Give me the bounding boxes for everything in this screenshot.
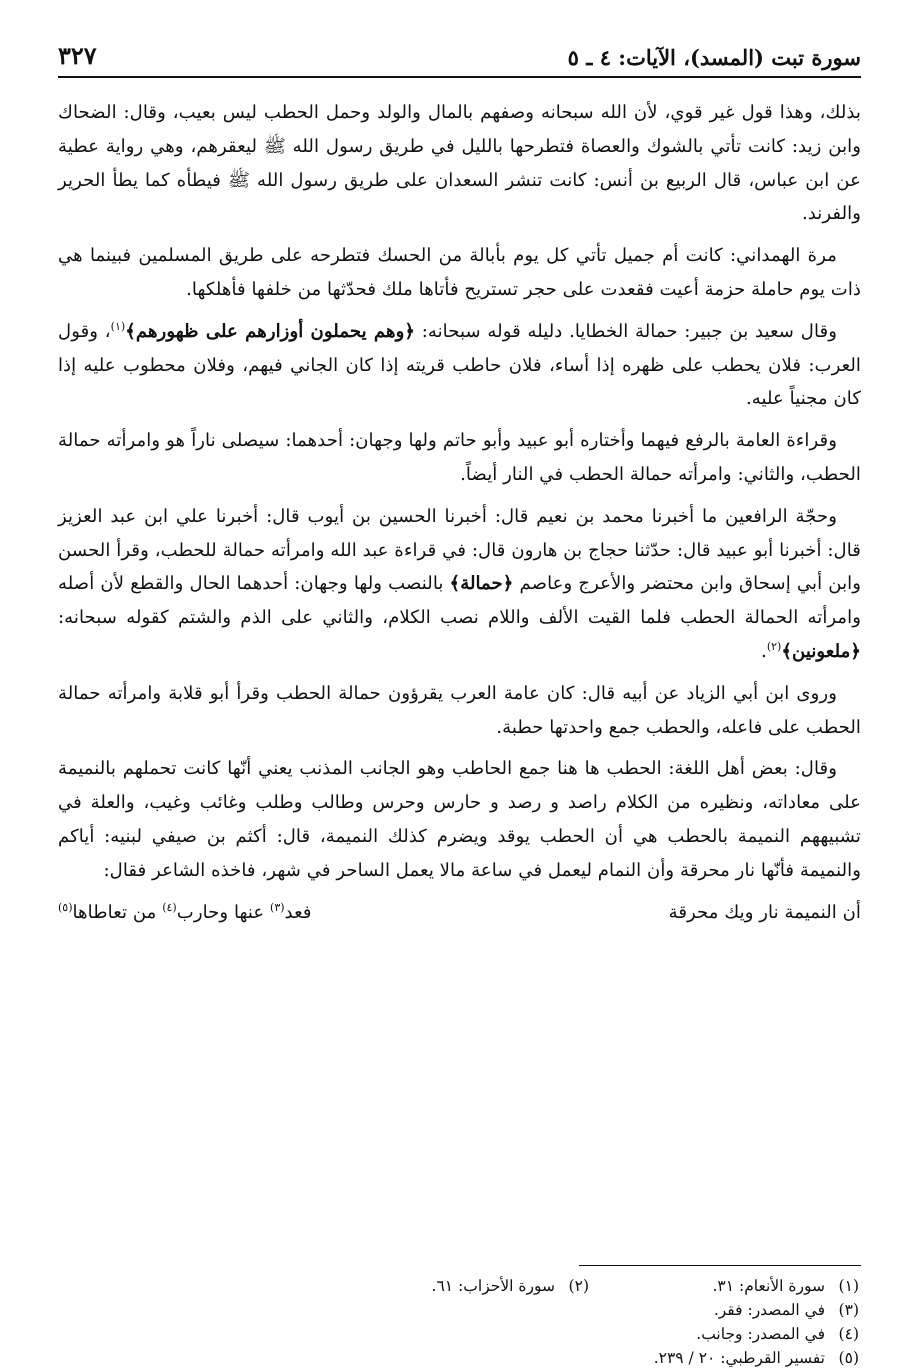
paragraph <box>58 315 861 416</box>
quran-quote: ﴿وهم يحملون أوزارهم على ظهورهم﴾ <box>125 320 416 342</box>
paragraph-text: وقال: بعض أهل اللغة: الحطب ها هنا جمع الحاطب وهو الجانب المذنب يعني أنّها كانت تحملهم بالنميمة على معاداته، ونظيره من الكلام راصد و رصد و حارس وحرس وطالب وطلب وغائب وغيب، والعلة في تشبيههم النميمة بالحطب هي أن الحطب يوقد ويضرم كذلك النميمة، قال: أكثم بن صيفي لبنيه: أياكم والنميمة فأنّها نار محرقة وأن النمام ليعمل في ساعة مالا يعمل الساحر في شهر، فاخذه الشاعر فقال: <box>58 758 861 881</box>
footnotes <box>58 1274 859 1370</box>
paragraph-text: وروى ابن أبي الزياد عن أبيه قال: كان عامة العرب يقرؤون حمالة الحطب وقرأ أبو قلابة وامرأته حمالة الحطب على فاعله، والحطب جمع واحدتها حطبة. <box>58 682 861 738</box>
footnote-text: تفسير القرطبي: ٢٠ / ٢٣٩. <box>653 1349 825 1367</box>
footnote-divider <box>579 1265 861 1266</box>
footnote-text: سورة الأنعام: ٣١. <box>712 1277 825 1295</box>
verse-second-hemistich <box>58 896 312 930</box>
footnote-ref[interactable]: (١) <box>110 319 126 333</box>
paragraph-text: بالنصب ولها وجهان: أحدهما الحال والقطع لأن أصله وامرأته الحمالة الحطب فلما القيت الألف واللام نصب الكلام، والثاني على الذم والشتم كقوله سبحانه: <box>58 573 861 629</box>
footnote-number: (٥) <box>838 1349 859 1367</box>
footnote-4 <box>589 1322 859 1346</box>
footnote-ref[interactable]: (٢) <box>766 639 782 653</box>
paragraph <box>58 677 861 745</box>
paragraph <box>58 424 861 492</box>
paragraph-text: بذلك، وهذا قول غير قوي، لأن الله سبحانه وصفهم بالمال والولد وحمل الحطب ليس بعيب، وقال: الضحاك وابن زيد: كانت تأتي بالشوك والعصاة فتطرحها بالليل في طريق رسول الله ﷺ ليعقرهم، وهي رواية عطية عن ابن عباس، قال الربيع بن أنس: كانت تنشر السعدان على طريق رسول الله ﷺ فيطأه كما يطأ الحرير والفرند. <box>58 102 861 225</box>
footnote-text: سورة الأحزاب: ٦١. <box>431 1277 555 1295</box>
footnote-number: (٤) <box>838 1325 859 1343</box>
footnote-3 <box>589 1298 859 1322</box>
paragraph-text: وقال سعيد بن جبير: حمالة الخطايا. دليله قوله سبحانه: <box>415 320 837 342</box>
footnote-row <box>58 1274 859 1298</box>
footnote-row <box>58 1346 859 1370</box>
quran-quote: ﴿ملعونين﴾ <box>781 640 861 662</box>
paragraph-text: . <box>761 640 767 662</box>
verse-text-part: من تعاطاها <box>72 901 163 923</box>
footnote-1 <box>589 1274 859 1298</box>
paragraph <box>58 239 861 307</box>
footnote-row <box>58 1298 859 1322</box>
verse-text-part: عنها وحارب <box>176 901 271 923</box>
main-text <box>58 96 861 930</box>
paragraph <box>58 752 861 887</box>
footnote-number: (٢) <box>568 1277 589 1295</box>
page-header <box>58 40 861 78</box>
paragraph-text: وحجّة الرافعين ما أخبرنا محمد بن نعيم قال: أخبرنا الحسين بن أيوب قال: أخبرنا علي ابن عبد العزيز قال: أخبرنا أبو عبيد قال: حدّثنا حجاج بن هارون قال: في قراءة عبد الله وامرأته حمالة للحطب، وقرأ الحسن وابن أبي إسحاق وابن محتضر والأعرج وعاصم <box>58 505 861 595</box>
footnote-2 <box>319 1274 589 1298</box>
footnote-text: في المصدر: فقر. <box>713 1301 825 1319</box>
running-title: سورة تبت (المسد)، الآيات: ٤ ـ ٥ <box>567 45 861 70</box>
footnote-ref[interactable]: (٤) <box>162 900 177 914</box>
footnote-text: في المصدر: وجانب. <box>696 1325 825 1343</box>
footnote-row <box>58 1322 859 1346</box>
footnote-number: (١) <box>838 1277 859 1295</box>
footnote-5 <box>589 1346 859 1370</box>
footnote-ref[interactable]: (٣) <box>270 900 285 914</box>
paragraph-text: ، وقول العرب: فلان يحطب على ظهره إذا أساء، فلان حاطب قريته إذا كان الجاني فيهم، وفلان محطوب عليه إذا كان مجنياً عليه. <box>58 320 861 410</box>
verse-text-part: فعد <box>284 901 312 923</box>
footnote-number: (٣) <box>838 1301 859 1319</box>
paragraphs <box>58 96 861 888</box>
paragraph-text: وقراءة العامة بالرفع فيهما وأختاره أبو عبيد وأبو حاتم ولها وجهان: أحدهما: سيصلى ناراً هو وامرأته حمالة الحطب، والثاني: وامرأته حمالة الحطب في النار أيضاً. <box>58 430 861 485</box>
page-number: ٣٢٧ <box>58 41 97 70</box>
paragraph <box>58 96 861 231</box>
paragraph <box>58 500 861 669</box>
poetry-verse <box>58 896 861 930</box>
verse-first-hemistich: أن النميمة نار ويك محرقة <box>668 901 861 923</box>
paragraph-text: مرة الهمداني: كانت أم جميل تأتي كل يوم بأبالة من الحسك فتطرحه على طريق المسلمين فبينما هي ذات يوم حاملة حزمة أعيت فقعدت على حجر تستريح فأتاها ملك فحدّثها من خلفها فأهلكها. <box>58 245 861 300</box>
footnote-ref[interactable]: (٥) <box>58 900 73 914</box>
quran-quote: ﴿حمالة﴾ <box>449 573 514 595</box>
